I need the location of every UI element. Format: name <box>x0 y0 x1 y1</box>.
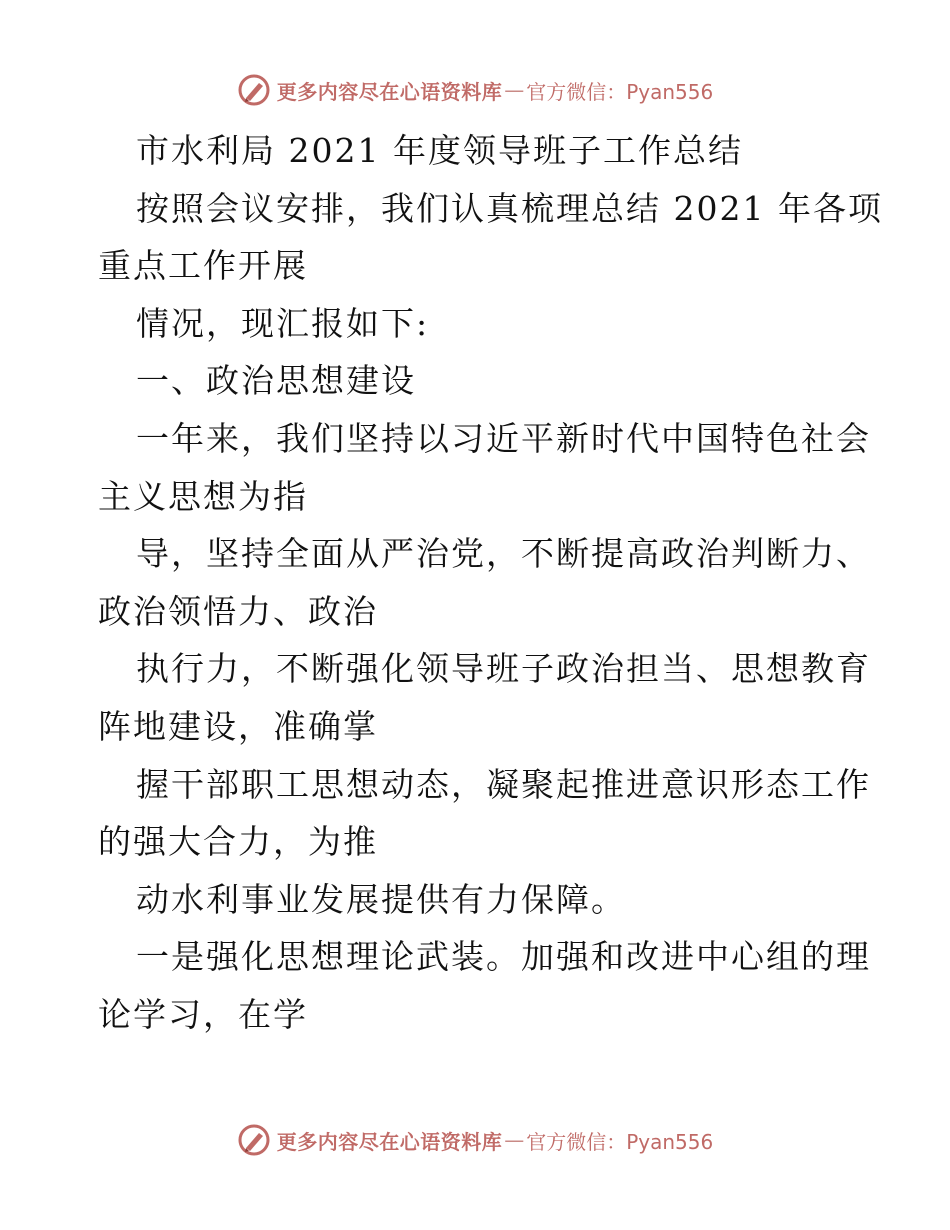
paragraph-line: 主义思想为指 <box>98 476 308 516</box>
section-heading: 一、政治思想建设 <box>136 361 416 401</box>
paragraph-line: 执行力，不断强化领导班子政治担当、思想教育 <box>136 649 871 689</box>
paragraph-line: 情况，现汇报如下: <box>136 303 430 343</box>
paragraph-line: 按照会议安排，我们认真梳理总结 2021 年各项 <box>136 188 883 228</box>
paragraph-line: 的强大合力，为推 <box>98 822 378 862</box>
footer-watermark <box>0 1120 950 1160</box>
pen-logo-icon <box>237 73 271 107</box>
watermark-site-text: 更多内容尽在心语资料库 <box>276 79 503 104</box>
document-body <box>98 122 883 1044</box>
watermark-wechat-text: 官方微信：Pyan556 <box>526 79 714 104</box>
watermark-separator: — <box>504 78 525 102</box>
watermark-separator: — <box>504 1128 525 1152</box>
header-watermark <box>0 70 950 110</box>
paragraph-line: 动水利事业发展提供有力保障。 <box>136 879 626 919</box>
watermark-site-text: 更多内容尽在心语资料库 <box>276 1129 503 1154</box>
paragraph-line: 重点工作开展 <box>98 246 308 286</box>
paragraph-line: 政治领悟力、政治 <box>98 591 378 631</box>
doc-title: 市水利局 2021 年度领导班子工作总结 <box>136 131 743 170</box>
paragraph-line: 一年来，我们坚持以习近平新时代中国特色社会 <box>136 418 871 458</box>
watermark-wechat-text: 官方微信：Pyan556 <box>526 1129 714 1154</box>
paragraph-line: 一是强化思想理论武装。加强和改进中心组的理 <box>136 937 871 977</box>
paragraph-line: 握干部职工思想动态，凝聚起推进意识形态工作 <box>136 764 871 804</box>
paragraph-line: 阵地建设，准确掌 <box>98 706 378 746</box>
pen-logo-icon <box>237 1123 271 1157</box>
paragraph-line: 导，坚持全面从严治党，不断提高政治判断力、 <box>136 534 871 574</box>
paragraph-line: 论学习，在学 <box>98 994 308 1034</box>
